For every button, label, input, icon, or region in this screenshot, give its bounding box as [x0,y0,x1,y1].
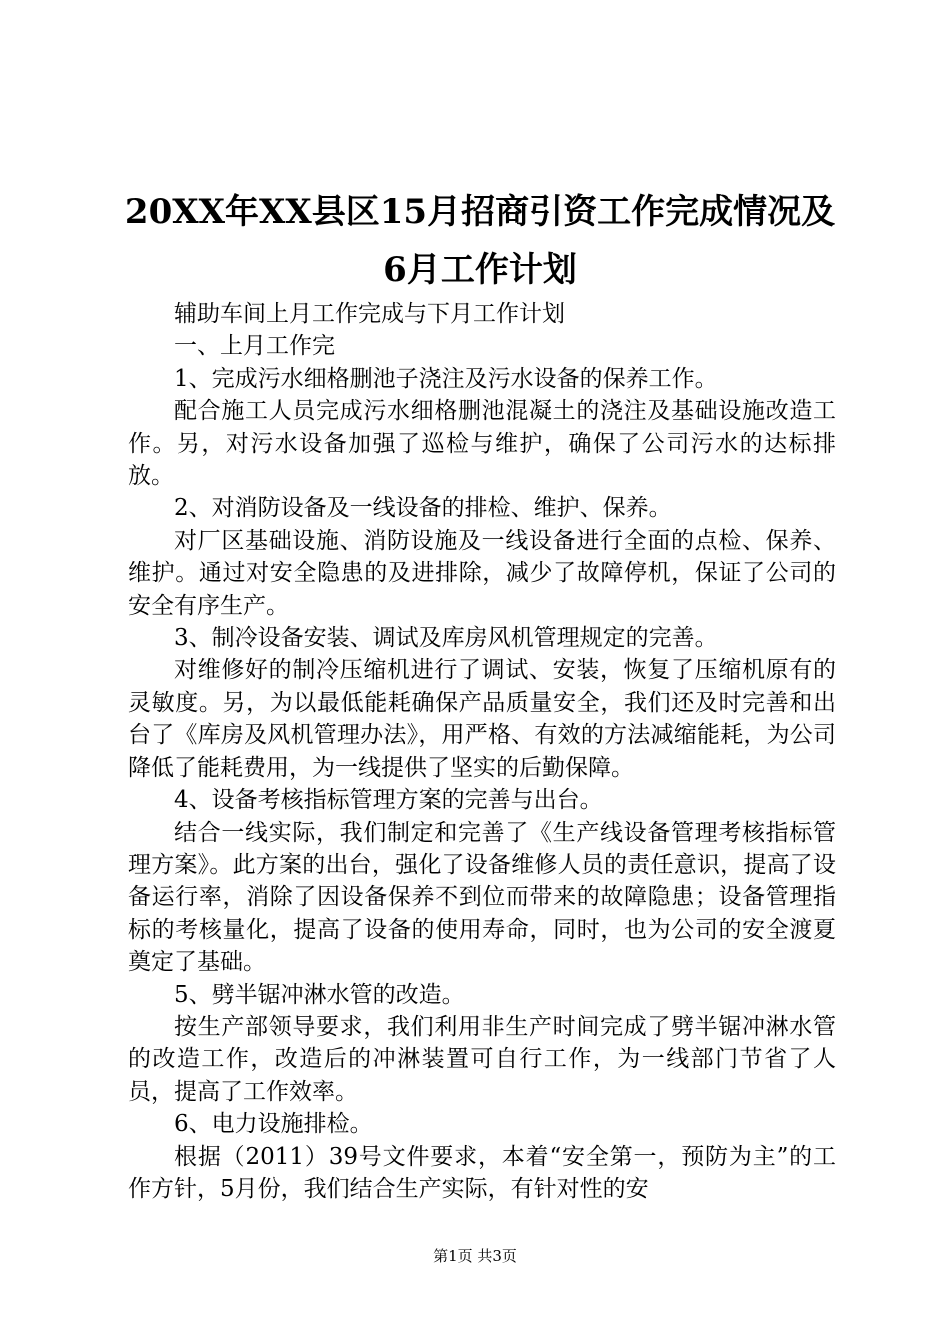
paragraph: 6、电力设施排检。 [174,1111,373,1138]
paragraph: 3、制冷设备安装、调试及库房风机管理规定的完善。 [174,625,718,652]
paragraph: 1、完成污水细格删池子浇注及污水设备的保养工作。 [174,365,718,392]
paragraph: 对维修好的制冷压缩机进行了调试、安装，恢复了压缩机原有的灵敏度。另，为以最低能耗确保产品质量安全，我们还及时完善和出台了《库房及风机管理办法》，用严格、有效的方法减缩能耗，为公司降低了能耗费用，为一线提供了坚实的后勤保障。 [128,657,836,781]
paragraph: 按生产部领导要求，我们利用非生产时间完成了劈半锯冲淋水管的改造工作，改造后的冲淋装置可自行工作，为一线部门节省了人员，提高了工作效率。 [128,1013,836,1105]
paragraph: 结合一线实际，我们制定和完善了《生产线设备管理考核指标管理方案》。此方案的出台，强化了设备维修人员的责任意识，提高了设备运行率，消除了因设备保养不到位而带来的故障隐患；设备管理指标的考核量化，提高了设备的使用寿命，同时，也为公司的安全渡夏奠定了基础。 [128,819,836,976]
document-title-line-2: 6月工作计划 [383,250,577,290]
document-title-line-1: 20XX年XX县区15月招商引资工作完成情况及 [124,192,836,232]
document-body [128,298,836,1205]
paragraph: 2、对消防设备及一线设备的排检、维护、保养。 [174,495,672,522]
page-number-footer: 第1页 共3页 [433,1247,517,1265]
paragraph: 4、设备考核指标管理方案的完善与出台。 [174,787,603,814]
paragraph: 一、上月工作完 [174,333,335,360]
paragraph: 5、劈半锯冲淋水管的改造。 [174,981,465,1008]
paragraph: 根据（2011）39号文件要求，本着“安全第一，预防为主”的工作方针，5月份，我们结合生产实际，有针对性的安 [128,1143,836,1202]
paragraph: 配合施工人员完成污水细格删池混凝土的浇注及基础设施改造工作。另，对污水设备加强了巡检与维护，确保了公司污水的达标排放。 [128,398,836,490]
paragraph: 辅助车间上月工作完成与下月工作计划 [174,301,565,327]
paragraph: 对厂区基础设施、消防设施及一线设备进行全面的点检、保养、维护。通过对安全隐患的及进排除，减少了故障停机，保证了公司的安全有序生产。 [128,527,836,619]
